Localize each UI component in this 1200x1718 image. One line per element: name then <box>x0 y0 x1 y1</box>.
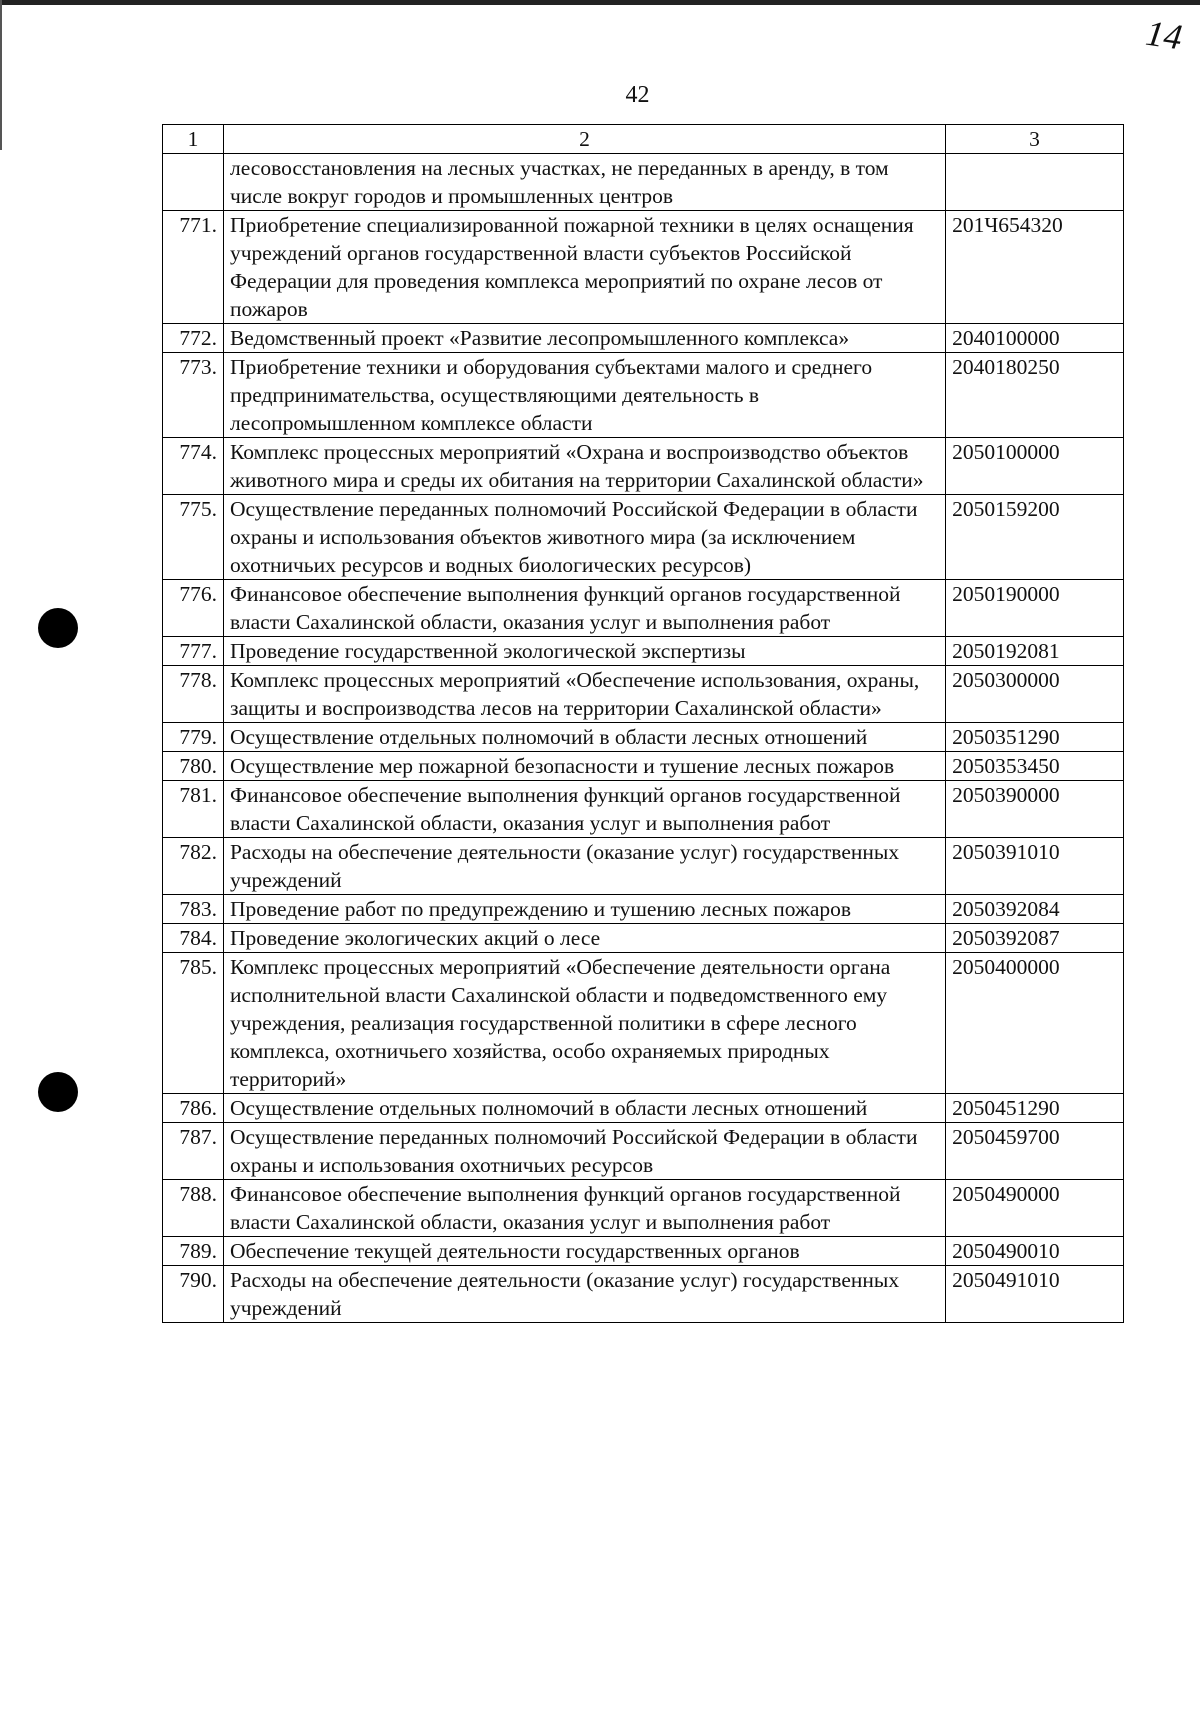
row-number: 783. <box>163 895 224 924</box>
row-number: 786. <box>163 1094 224 1123</box>
row-description: Финансовое обеспечение выполнения функций органов государственной власти Сахалинской области, оказания услуг и выполнения работ <box>223 580 945 637</box>
row-description: Расходы на обеспечение деятельности (оказание услуг) государственных учреждений <box>223 838 945 895</box>
scan-left-edge <box>0 0 2 150</box>
row-number: 774. <box>163 438 224 495</box>
table-row <box>163 723 1124 752</box>
row-number: 788. <box>163 1180 224 1237</box>
row-description: Проведение государственной экологической экспертизы <box>223 637 945 666</box>
row-description: Осуществление мер пожарной безопасности и тушение лесных пожаров <box>223 752 945 781</box>
table-row <box>163 1123 1124 1180</box>
row-description: Проведение экологических акций о лесе <box>223 924 945 953</box>
page-number: 42 <box>625 82 650 108</box>
header-col-1: 1 <box>163 125 224 154</box>
punch-hole <box>38 608 78 648</box>
row-code: 2050459700 <box>946 1123 1124 1180</box>
table-row <box>163 924 1124 953</box>
row-number: 780. <box>163 752 224 781</box>
row-code: 2050192081 <box>946 637 1124 666</box>
header-col-2: 2 <box>223 125 945 154</box>
header-col-3: 3 <box>946 125 1124 154</box>
table-row <box>163 438 1124 495</box>
row-code: 2050391010 <box>946 838 1124 895</box>
row-code: 2050392084 <box>946 895 1124 924</box>
table-row <box>163 1237 1124 1266</box>
row-description: Обеспечение текущей деятельности государственных органов <box>223 1237 945 1266</box>
row-number: 789. <box>163 1237 224 1266</box>
table-row <box>163 1094 1124 1123</box>
row-code: 2050353450 <box>946 752 1124 781</box>
row-code: 2050100000 <box>946 438 1124 495</box>
row-number: 776. <box>163 580 224 637</box>
row-code: 2050351290 <box>946 723 1124 752</box>
row-description: Осуществление отдельных полномочий в области лесных отношений <box>223 723 945 752</box>
punch-hole <box>38 1072 78 1112</box>
row-code: 2040100000 <box>946 324 1124 353</box>
table-header-row <box>163 125 1124 154</box>
row-number: 778. <box>163 666 224 723</box>
row-description: Комплекс процессных мероприятий «Обеспечение использования, охраны, защиты и воспроизводства лесов на территории Сахалинской области» <box>223 666 945 723</box>
row-code: 2050190000 <box>946 580 1124 637</box>
row-number <box>163 154 224 211</box>
row-description: Ведомственный проект «Развитие лесопромышленного комплекса» <box>223 324 945 353</box>
row-number: 781. <box>163 781 224 838</box>
table-row <box>163 154 1124 211</box>
row-number: 784. <box>163 924 224 953</box>
row-code: 2050451290 <box>946 1094 1124 1123</box>
row-description: Расходы на обеспечение деятельности (оказание услуг) государственных учреждений <box>223 1266 945 1323</box>
table-row <box>163 495 1124 580</box>
table-row <box>163 324 1124 353</box>
row-description: Проведение работ по предупреждению и тушению лесных пожаров <box>223 895 945 924</box>
row-number: 779. <box>163 723 224 752</box>
row-description: Финансовое обеспечение выполнения функций органов государственной власти Сахалинской области, оказания услуг и выполнения работ <box>223 781 945 838</box>
table-row <box>163 838 1124 895</box>
row-number: 787. <box>163 1123 224 1180</box>
table-row <box>163 953 1124 1094</box>
row-number: 790. <box>163 1266 224 1323</box>
row-number: 775. <box>163 495 224 580</box>
row-description: Финансовое обеспечение выполнения функций органов государственной власти Сахалинской области, оказания услуг и выполнения работ <box>223 1180 945 1237</box>
row-number: 772. <box>163 324 224 353</box>
row-description: лесовосстановления на лесных участках, не переданных в аренду, в том числе вокруг городов и промышленных центров <box>223 154 945 211</box>
row-number: 785. <box>163 953 224 1094</box>
scan-top-edge <box>0 0 1200 5</box>
row-description: Комплекс процессных мероприятий «Обеспечение деятельности органа исполнительной власти Сахалинской области и подведомственного ему учреждения, реализация государственной политики в сфере лесного комплекса, охотничьего хозяйства, особо охраняемых природных территорий» <box>223 953 945 1094</box>
row-code: 2050490010 <box>946 1237 1124 1266</box>
table-row <box>163 580 1124 637</box>
row-code: 2050490000 <box>946 1180 1124 1237</box>
table-row <box>163 752 1124 781</box>
table-row <box>163 666 1124 723</box>
row-description: Осуществление переданных полномочий Российской Федерации в области охраны и использования объектов животного мира (за исключением охотничьих ресурсов и водных биологических ресурсов) <box>223 495 945 580</box>
row-description: Комплекс процессных мероприятий «Охрана и воспроизводство объектов животного мира и среды их обитания на территории Сахалинской области» <box>223 438 945 495</box>
table-row <box>163 781 1124 838</box>
handwritten-page-mark: 14 <box>1143 12 1185 58</box>
table-row <box>163 637 1124 666</box>
row-code: 201Ч654320 <box>946 211 1124 324</box>
row-number: 777. <box>163 637 224 666</box>
row-number: 773. <box>163 353 224 438</box>
table-row <box>163 895 1124 924</box>
budget-code-table <box>162 124 1124 1323</box>
table-row <box>163 1266 1124 1323</box>
row-code: 2050390000 <box>946 781 1124 838</box>
row-code <box>946 154 1124 211</box>
row-description: Приобретение техники и оборудования субъектами малого и среднего предпринимательства, осуществляющими деятельность в лесопромышленном комплексе области <box>223 353 945 438</box>
table-row <box>163 211 1124 324</box>
row-description: Осуществление отдельных полномочий в области лесных отношений <box>223 1094 945 1123</box>
row-description: Приобретение специализированной пожарной техники в целях оснащения учреждений органов государственной власти субъектов Российской Федерации для проведения комплекса мероприятий по охране лесов от пожаров <box>223 211 945 324</box>
row-code: 2050400000 <box>946 953 1124 1094</box>
row-code: 2050392087 <box>946 924 1124 953</box>
row-code: 2050159200 <box>946 495 1124 580</box>
row-number: 771. <box>163 211 224 324</box>
row-description: Осуществление переданных полномочий Российской Федерации в области охраны и использования охотничьих ресурсов <box>223 1123 945 1180</box>
table-row <box>163 1180 1124 1237</box>
row-number: 782. <box>163 838 224 895</box>
row-code: 2040180250 <box>946 353 1124 438</box>
row-code: 2050300000 <box>946 666 1124 723</box>
table-row <box>163 353 1124 438</box>
row-code: 2050491010 <box>946 1266 1124 1323</box>
